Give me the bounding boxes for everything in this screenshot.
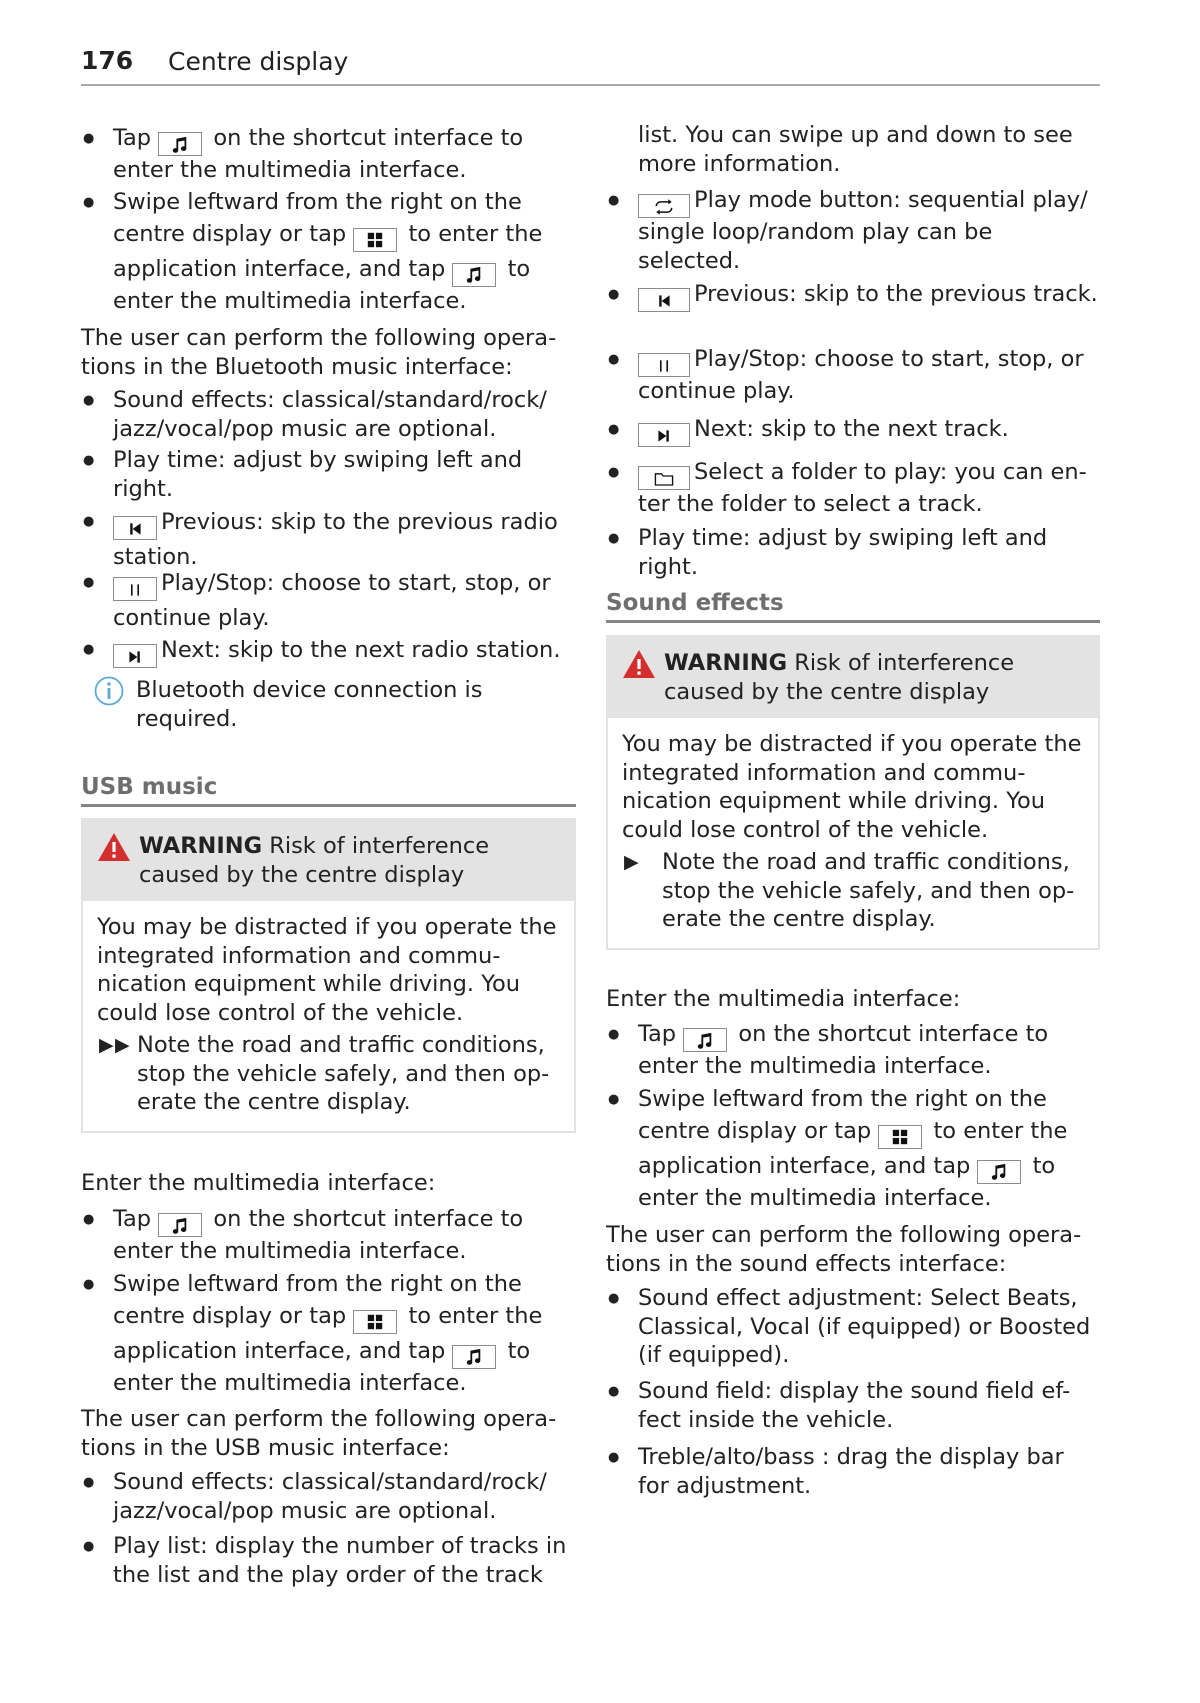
warning-header: WARNING Risk of interference caused by the centre display	[83, 820, 574, 901]
bt-item: ● Play time: adjust by swiping left and right.	[81, 446, 576, 503]
previous-icon	[113, 516, 157, 540]
sound-item: ● Sound field: display the sound field ef- fect inside the vehicle.	[606, 1377, 1100, 1434]
info-note: Bluetooth device connection is required.	[81, 676, 576, 733]
folder-icon	[638, 466, 690, 490]
bt-item: ● Sound effects: classical/standard/rock/ jazz/vocal/pop music are optional.	[81, 386, 576, 443]
apps-grid-icon	[878, 1125, 922, 1149]
usb-icon-item: ● Select a folder to play: you can en- ter the folder to select a track.	[606, 458, 1100, 519]
usb-icon-item: ● Next: skip to the next track.	[606, 415, 1100, 447]
bullet-swipe: ● Swipe leftward from the right on the centre display or tap to enter the application interface, and tap to enter the multimedia interface.	[606, 1085, 1100, 1212]
pause-icon	[638, 353, 690, 377]
warning-header: WARNING Risk of interference caused by the centre display	[608, 637, 1098, 718]
music-note-icon	[977, 1160, 1021, 1184]
enter-intro: Enter the multimedia interface:	[81, 1170, 436, 1196]
music-note-icon	[452, 263, 496, 287]
apps-grid-icon	[353, 228, 397, 252]
warning-body: You may be distracted if you operate the integrated information and commu- nication equipment while driving. You could lose control of the vehicle. ▶ ▶ Note the road and traffic conditions, stop the vehicle safely, and then op- erate the centre display.	[83, 901, 574, 1131]
sound-item: ● Treble/alto/bass : drag the display bar for adjustment.	[606, 1443, 1100, 1500]
usb-item: ● Play list: display the number of tracks in the list and the play order of the track	[81, 1532, 576, 1589]
usb-intro: The user can perform the following opera- tions in the USB music interface:	[81, 1406, 557, 1461]
music-note-icon	[452, 1345, 496, 1369]
music-note-icon	[158, 132, 202, 156]
bt-icon-item: ● Next: skip to the next radio station.	[81, 633, 576, 668]
usb-item: ● Sound effects: classical/standard/rock/ jazz/vocal/pop music are optional.	[81, 1468, 576, 1525]
bullet-tap-music: ● Tap on the shortcut interface to enter the multimedia interface.	[81, 124, 576, 185]
warning-action: ▶ ▶ Note the road and traffic conditions, stop the vehicle safely, and then op- erate the centre display.	[97, 1031, 560, 1117]
warning-box	[606, 635, 1100, 950]
page-number: 176	[81, 46, 134, 75]
warning-body: You may be distracted if you operate the integrated information and commu- nication equipment while driving. You could lose control of the vehicle. ▶ Note the road and traffic conditions, stop the vehicle safely, and then op- erate the centre display.	[608, 718, 1098, 948]
bt-icon-item: ● Play/Stop: choose to start, stop, or continue play.	[81, 566, 576, 635]
pause-icon	[113, 577, 157, 601]
usb-icon-item: ● Play mode button: sequential play/ single loop/random play can be selected.	[606, 186, 1100, 275]
play-mode-icon	[638, 194, 690, 218]
warning-triangle-icon	[97, 832, 131, 862]
usb-icon-item: ● Play/Stop: choose to start, stop, or continue play.	[606, 345, 1100, 406]
arrow-icon: ▶	[624, 851, 639, 873]
bullet-tap-music: ● Tap on the shortcut interface to enter the multimedia interface.	[81, 1205, 576, 1266]
page-header	[81, 44, 1100, 86]
warning-action: ▶ Note the road and traffic conditions, stop the vehicle safely, and then op- erate the centre display.	[624, 849, 1075, 932]
continued-text: list. You can swipe up and down to see more information.	[638, 122, 1073, 177]
music-note-icon	[158, 1213, 202, 1237]
next-icon	[638, 423, 690, 447]
bullet-swipe: ● Swipe leftward from the right on the centre display or tap to enter the application interface, and tap to enter the multimedia interface.	[81, 188, 576, 315]
music-note-icon	[683, 1028, 727, 1052]
section-title: Centre display	[168, 47, 349, 76]
warning-triangle-icon	[622, 649, 656, 679]
bullet-tap-music: ● Tap on the shortcut interface to enter the multimedia interface.	[606, 1020, 1100, 1081]
arrow-icon: ▶ ▶	[99, 1034, 114, 1056]
enter-intro: Enter the multimedia interface:	[606, 986, 961, 1012]
bullet-swipe: ● Swipe leftward from the right on the centre display or tap to enter the application interface, and tap to enter the multimedia interface.	[81, 1270, 576, 1397]
sound-effects-heading: Sound effects	[606, 590, 1100, 623]
usb-music-heading: USB music	[81, 774, 576, 807]
warning-box	[81, 818, 576, 1133]
playtime-item: ● Play time: adjust by swiping left and right.	[606, 524, 1100, 581]
next-icon	[113, 644, 157, 668]
bt-intro: The user can perform the following opera- tions in the Bluetooth music interface:	[81, 325, 557, 380]
bt-icon-item: ● Previous: skip to the previous radio station.	[81, 505, 576, 574]
info-icon	[94, 676, 124, 706]
apps-grid-icon	[353, 1310, 397, 1334]
sound-item: ● Sound effect adjustment: Select Beats, Classical, Vocal (if equipped) or Boosted (if equipped).	[606, 1284, 1100, 1370]
previous-icon	[638, 288, 690, 312]
usb-icon-item: ● Previous: skip to the previous track.	[606, 280, 1100, 312]
sound-intro: The user can perform the following opera- tions in the sound effects interface:	[606, 1222, 1082, 1277]
